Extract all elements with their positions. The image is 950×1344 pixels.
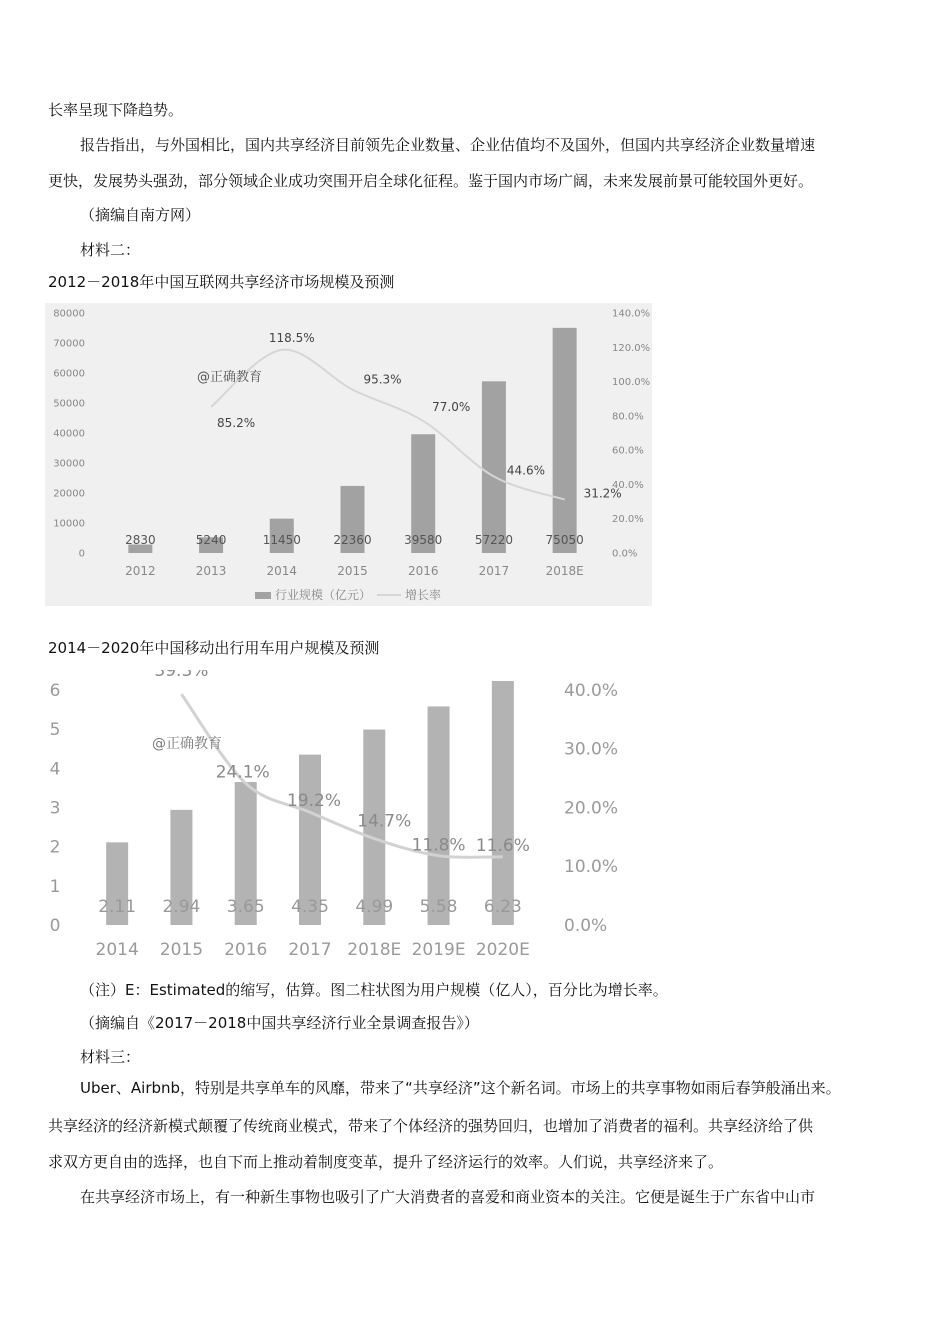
x-axis-tick-label: 2018E [347,940,402,960]
note: （注）E：Estimated的缩写，估算。图二柱状图为用户规模（亿人），百分比为增长率。 [80,981,668,999]
y2-axis-tick-label: 100.0% [612,377,651,389]
paragraph-2-line-2: 更快，发展势头强劲，部分领域企业成功突围开启全球化征程。鉴于国内市场广阔，未来发展前景可能较国外更好。 [48,172,814,190]
y-axis-tick-label: 20000 [53,488,85,500]
y2-axis-tick-label: 60.0% [612,445,644,457]
bar-value-label: 2.11 [98,897,137,917]
y-axis-tick-label: 10000 [53,518,85,530]
paragraph-2-line-1: 报告指出，与外国相比，国内共享经济目前领先企业数量、企业估值均不及国外，但国内共享经济企业数量增速 [80,136,816,154]
chart-background [40,670,640,970]
growth-rate-label: 11.8% [411,835,466,856]
bar-value-label: 39580 [404,533,443,547]
chart-2-caption: 2014－2020年中国移动出行用车用户规模及预测 [48,639,380,657]
paragraph-3-line-3: 求双方更自由的选择，也自下而上推动着制度变革，提升了经济运行的效率。人们说，共享经济来了。 [48,1153,724,1171]
y-axis-tick-label: 60000 [53,368,85,380]
x-axis-tick-label: 2013 [195,564,227,578]
bar [482,381,506,553]
paragraph-1: 长率呈现下降趋势。 [48,101,184,119]
y-axis-tick-label: 2 [49,837,61,858]
bar-value-label: 11450 [262,533,301,547]
y2-axis-tick-label: 40.0% [612,479,644,491]
growth-rate-label: 85.2% [217,415,256,430]
legend-bar-label: 行业规模（亿元） [275,588,372,602]
growth-rate-label: 95.3% [363,372,402,387]
chart-1-svg [45,303,652,606]
x-axis-tick-label: 2017 [478,564,510,578]
watermark-text: @正确教育 [197,370,263,385]
paragraph-3-line-1: Uber、Airbnb，特别是共享单车的风靡，带来了“共享经济”这个新名词。市场上的共享事物如雨后春笋般涌出来。 [80,1079,841,1097]
growth-rate-label: 77.0% [432,400,471,414]
y-axis-tick-label: 0 [49,915,61,936]
y2-axis-tick-label: 0.0% [564,915,608,936]
paragraph-4-line-1: 在共享经济市场上，有一种新生事物也吸引了广大消费者的喜爱和商业资本的关注。它便是诞生于广东省中山市 [80,1188,816,1206]
chart-1 [45,303,652,606]
chart-2 [40,670,640,970]
x-axis-tick-label: 2018E [545,564,584,578]
growth-rate-label: 39.3% [154,670,209,682]
chart-1-caption: 2012－2018年中国互联网共享经济市场规模及预测 [48,273,395,291]
x-axis-tick-label: 2017 [288,940,332,960]
watermark-text: @正确教育 [152,736,222,752]
y2-axis-tick-label: 20.0% [564,798,619,819]
y-axis-tick-label: 4 [49,759,61,780]
legend-line-label: 增长率 [405,588,442,602]
y-axis-tick-label: 50000 [53,398,85,410]
x-axis-tick-label: 2012 [125,564,156,578]
y-axis-tick-label: 3 [49,798,61,819]
growth-rate-label: 118.5% [268,330,315,345]
y-axis-tick-label: 0 [78,548,85,560]
x-axis-tick-label: 2015 [337,564,368,578]
x-axis-tick-label: 2019E [411,940,466,960]
y-axis-tick-label: 1 [49,876,61,897]
y2-axis-tick-label: 30.0% [564,739,619,760]
bar-value-label: 4.35 [291,897,329,917]
x-axis-tick-label: 2016 [224,940,268,960]
source-1: （摘编自南方网） [80,206,201,224]
material-3-heading: 材料三： [80,1048,141,1066]
bar-value-label: 3.65 [226,897,265,917]
x-axis-tick-label: 2016 [407,564,439,578]
growth-rate-label: 31.2% [583,486,622,501]
bar-value-label: 4.99 [355,897,394,917]
y2-axis-tick-label: 120.0% [612,342,651,354]
legend-bar-swatch [255,592,271,599]
y2-axis-tick-label: 10.0% [564,857,619,878]
chart-2-svg [40,670,640,970]
y-axis-tick-label: 40000 [53,428,85,440]
y2-axis-tick-label: 80.0% [612,411,644,423]
growth-rate-label: 24.1% [215,762,270,783]
y-axis-tick-label: 30000 [53,458,85,470]
growth-rate-label: 19.2% [286,791,342,812]
bar-value-label: 75050 [545,533,584,547]
bar-value-label: 5.58 [419,897,458,917]
bar-value-label: 6.23 [483,897,522,917]
y2-axis-tick-label: 40.0% [564,680,619,701]
y-axis-tick-label: 80000 [53,308,85,320]
x-axis-tick-label: 2014 [95,940,139,960]
bar-value-label: 22360 [333,533,372,547]
source-2: （摘编自《2017－2018中国共享经济行业全景调查报告》） [80,1014,479,1032]
growth-rate-label: 44.6% [506,463,545,478]
y2-axis-tick-label: 140.0% [612,308,651,320]
y2-axis-tick-label: 20.0% [612,514,644,526]
x-axis-tick-label: 2014 [266,564,298,578]
y2-axis-tick-label: 0.0% [612,548,638,560]
bar [553,328,577,553]
y-axis-tick-label: 6 [49,680,61,701]
x-axis-tick-label: 2015 [159,940,204,960]
bar-value-label: 57220 [474,533,514,547]
bar [428,706,450,925]
paragraph-3-line-2: 共享经济的经济新模式颠覆了传统商业模式，带来了个体经济的强势回归，也增加了消费者的福利。共享经济给了供 [48,1117,814,1135]
material-2-heading: 材料二： [80,241,141,259]
y-axis-tick-label: 5 [49,720,61,741]
bar-value-label: 2.94 [162,897,201,917]
y-axis-tick-label: 70000 [53,338,85,350]
x-axis-tick-label: 2020E [475,940,530,960]
bar-value-label: 2830 [125,533,156,547]
bar-value-label: 5240 [195,533,227,547]
growth-rate-label: 11.6% [475,835,530,856]
growth-rate-label: 14.7% [357,811,412,832]
bar [492,681,514,925]
